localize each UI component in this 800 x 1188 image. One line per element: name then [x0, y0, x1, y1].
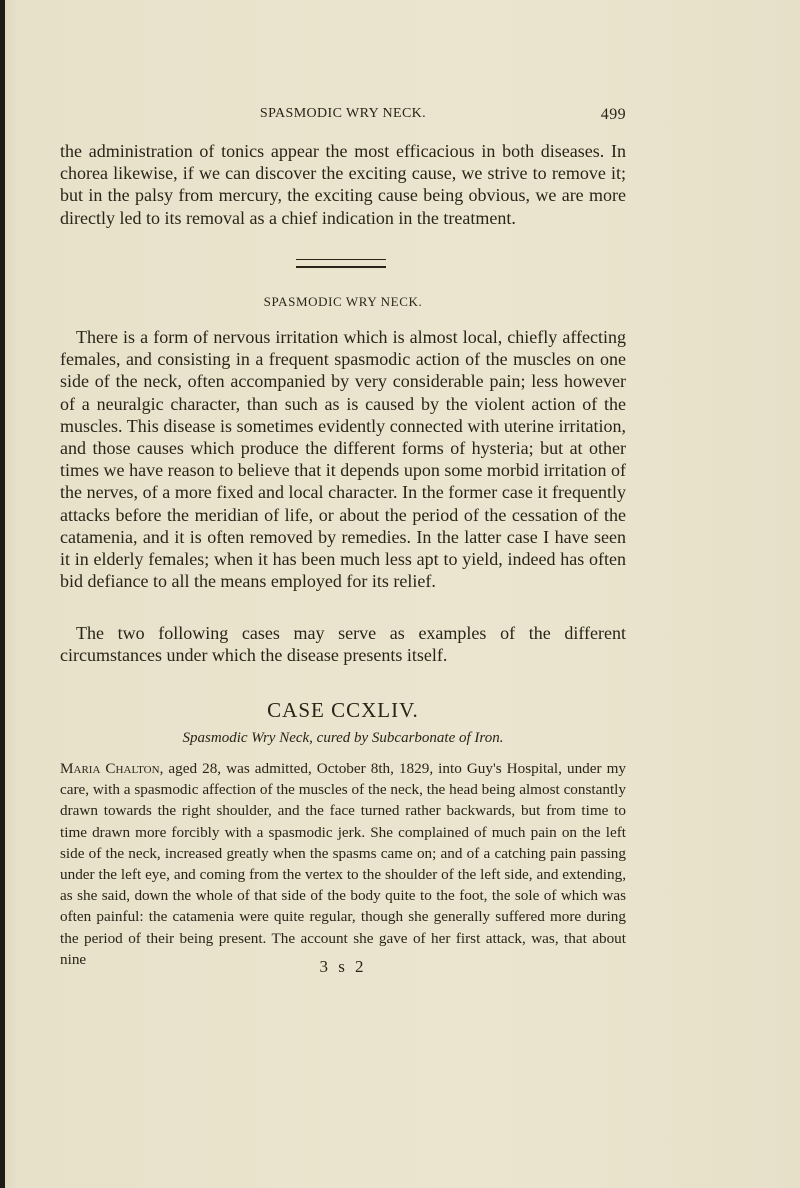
running-head: SPASMODIC WRY NECK. — [259, 106, 427, 121]
paragraph-intro — [60, 326, 626, 592]
page-binding-edge — [0, 0, 5, 1188]
paragraph-text: the administration of tonics appear the most efficacious in both diseases. In chorea likewise, if we can discover the exciting cause, we strive to remove it; but in the palsy from mercury, the exciting cause being obvious, we are more directly led to its removal as a chief indication in the treatment. — [60, 141, 626, 228]
case-subtitle: Spasmodic Wry Neck, cured by Subcarbonate of Iron. — [182, 730, 504, 746]
paragraph-text: The two following cases may serve as examples of the different circumstances under which the disease presents itself. — [60, 623, 626, 666]
page-number: 499 — [600, 106, 626, 123]
signature-mark: 3 s 2 — [319, 957, 367, 976]
case-report-body: , aged 28, was admitted, October 8th, 1829, into Guy's Hospital, under my care, with a spasmodic affection of the muscles of the neck, the head being almost constantly drawn towards the right shoulder, and the face turned rather backwards, but from time to time drawn more forcibly with a spasmodic jerk. She complained of much pain on the left side of the neck, increased greatly when the spasms came on; and of a catching pain passing under the left eye, and coming from the vertex to the shoulder of the left side, and extending, as she said, down the whole of that side of the body quite to the foot, the sole of which was often painful: the catamenia were quite regular, though she generally suffered more during the period of their being present. The account she gave of her first attack, was, that about nine — [60, 760, 627, 968]
case-report — [60, 758, 626, 970]
patient-name: Maria Chalton — [60, 760, 160, 777]
paragraph-cases-intro — [60, 622, 626, 666]
section-divider-rule — [296, 259, 386, 268]
case-report-text — [60, 758, 626, 970]
paragraph-continuation — [60, 140, 626, 229]
section-heading: SPASMODIC WRY NECK. — [263, 294, 423, 309]
paragraph-text: There is a form of nervous irritation which is almost local, chiefly affecting females, and consisting in a frequent spasmodic action of the muscles on one side of the neck, often accompanied by very considerable pain; less however of a neuralgic character, than such as is caused by the violent action of the muscles. This disease is sometimes evidently connected with uterine irritation, and those causes which produce the different forms of hysteria; but at other times we have reason to believe that it depends upon some morbid irritation of the nerves, of a more fixed and local character. In the former case it frequently attacks before the meridian of life, or about the period of the cessation of the catamenia, and it is often removed by remedies. In the latter case I have seen it in elderly females; when it has been much less apt to yield, indeed has often bid defiance to all the means employed for its relief. — [60, 327, 626, 592]
page-header — [60, 106, 626, 126]
case-title: CASE CCXLIV. — [267, 698, 419, 722]
